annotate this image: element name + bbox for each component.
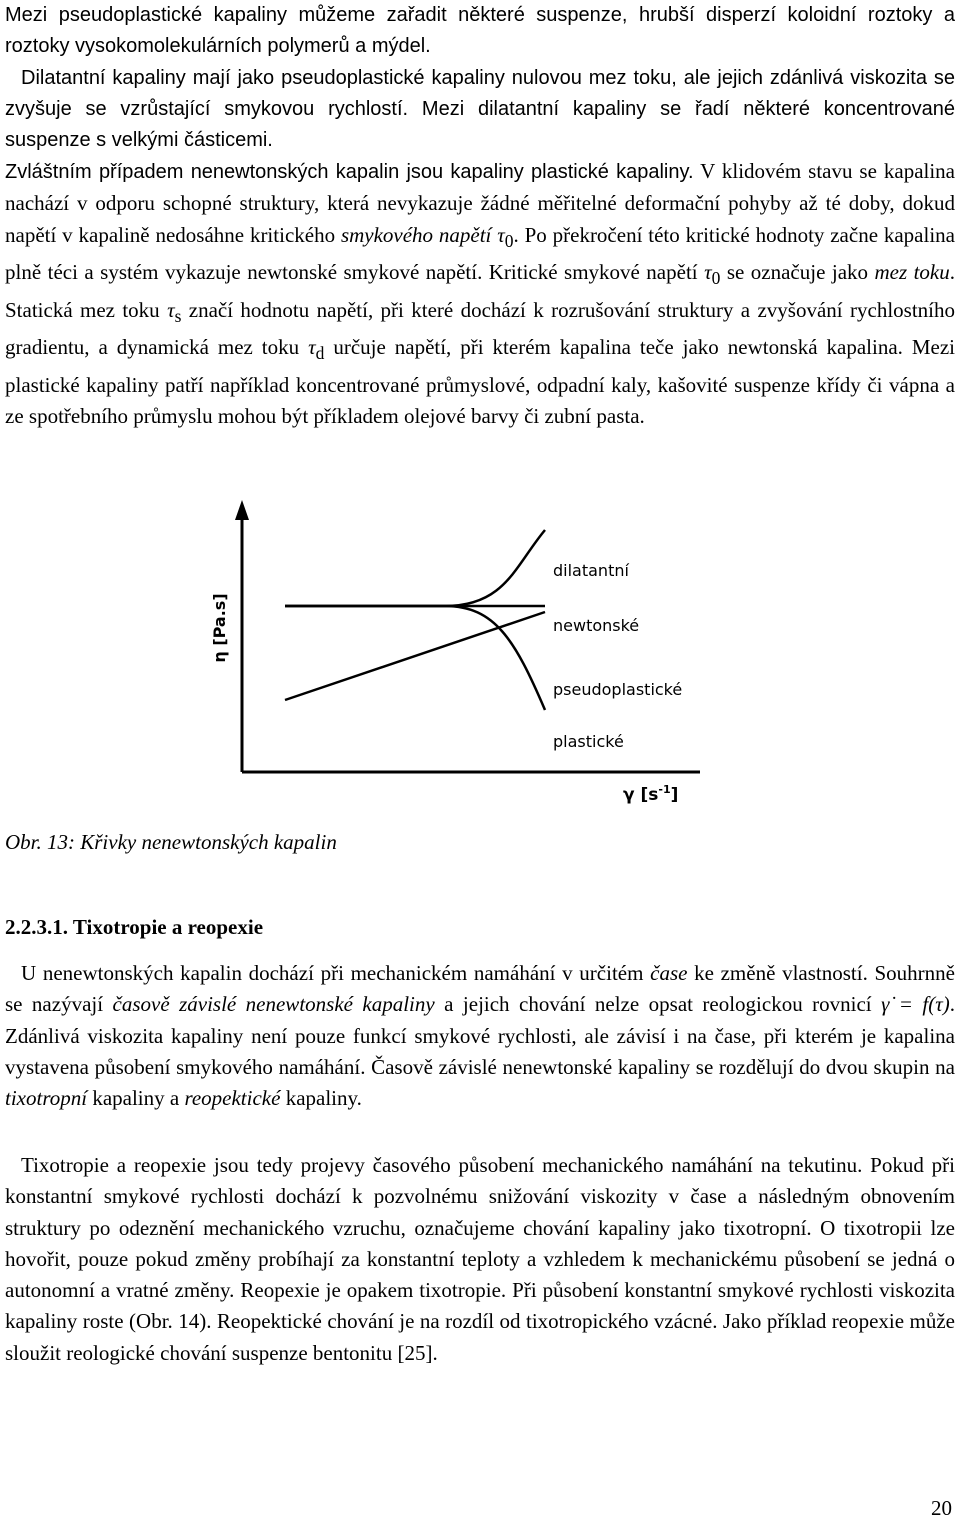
plastic-fluids-paragraph xyxy=(5,156,955,432)
td-text-d: . Zdánlivá viskozita kapaliny není pouze funkcí smykové rychlosti, ale závisí i na čase, při kterém je kapalina vystavena působení smykového namáhání. Časově závislé nenewtonské kapaliny se rozdělují do dvou skupin na xyxy=(5,992,955,1079)
td-text-f: kapaliny. xyxy=(280,1086,362,1111)
curve-falling xyxy=(285,606,545,710)
rheological-equation: γ̇ = f(τ) xyxy=(881,992,950,1017)
plastic-text-f: určuje napětí, při kterém kapalina teče jako newtonská kapalina. Mezi plastické kapaliny patří například koncentrované průmyslové, odpadní kaly, kašovité suspenze křídy či vápna a ze spotřebního průmyslu mohou být příkladem olejové barvy či zubní pasta. xyxy=(5,335,955,428)
intro-sentence-2: Dilatantní kapaliny mají jako pseudoplastické kapaliny nulovou mez toku, ale jejich zdánlivá viskozita se zvyšuje se vzrůstající smykovou rychlostí. xyxy=(5,66,955,120)
x-axis-label-sup: -1 xyxy=(658,783,671,796)
y-axis-arrow xyxy=(235,500,249,520)
curve-rising xyxy=(285,530,545,606)
tau-subscript: 0 xyxy=(711,268,721,289)
intro-paragraph xyxy=(5,0,955,156)
flow-curves-chart xyxy=(195,500,715,810)
tau-subscript: d xyxy=(315,343,325,364)
tau-symbol: τ xyxy=(497,222,505,247)
plastic-text-a: V klidovém stavu se kapalina nachází v odporu schopné struktury, která nevykazuje žádné měřitelné deformační pohyby až té doby, dokud napětí v kapalině nedosáhne kritického xyxy=(5,159,956,247)
curve-label-falling: pseudoplastické xyxy=(553,680,683,699)
curve-label-rising: dilatantní xyxy=(553,561,629,580)
tau-subscript: s xyxy=(174,305,182,326)
tau-symbol: τ xyxy=(167,297,175,322)
td-text-e: kapaliny a xyxy=(87,1086,185,1111)
x-axis-label-end: ] xyxy=(670,785,679,805)
curve-falling-linear xyxy=(285,612,545,700)
td-term-time-dependent: časově závislé nenewtonské kapaliny xyxy=(112,992,435,1017)
td-term-time: čase xyxy=(650,961,688,985)
plastic-term-yield: mez toku xyxy=(874,260,950,285)
tau-symbol: τ xyxy=(704,260,712,285)
intro-sentence-1: Mezi pseudoplastické kapaliny můžeme zařadit některé suspenze, hrubší disperzí koloidní roztoky a roztoky vysokomolekulárních polymerů a mýdel. xyxy=(5,4,955,58)
plastic-text-d: . Statická mez toku xyxy=(5,260,955,322)
y-axis-label: η [Pa.s] xyxy=(210,593,229,663)
section-heading: 2.2.3.1. Tixotropie a reopexie xyxy=(5,915,264,939)
curve-label-falling-linear: plastické xyxy=(553,732,624,751)
curves-group xyxy=(285,530,682,751)
plastic-sentence-1: Zvláštním případem nenewtonských kapalin jsou kapaliny plastické kapaliny. xyxy=(5,161,694,183)
td-term-rheopectic: reopektické xyxy=(184,1086,281,1111)
td-text-b: ke změně vlastností. Souhrnně se nazývají xyxy=(5,961,955,1017)
thixotropy-text: Tixotropie a reopexie jsou tedy projevy časového působení mechanického namáhání na tekutinu. Pokud při konstantní smykové rychlosti dochází k pozvolnému snižování viskozity v čase a následným obnovením struktury po odeznění mechanického vzruchu, označujeme chování kapaliny jako tixotropní. O tixotropii lze hovořit, pouze pokud změny probíhají za konstantní teploty a vzhledem k mechanickému působení se jedná o autonomní a vratné změny. Reopexie je opakem tixotropie. Při působení konstantní smykové rychlosti viskozita kapaliny roste (Obr. 14). Reopektické chování je na rozdíl od tixotropického vzácné. Jako příklad reopexie může sloužit reologické chování suspenze bentonitu [25]. xyxy=(5,1153,955,1365)
page-number: 20 xyxy=(931,1496,952,1520)
plastic-text-b: . Po překročení této kritické hodnoty začne kapalina plně téci a systém vykazuje newtonské smykové napětí. Kritické smykové napětí xyxy=(5,222,955,285)
plastic-text-e: značí hodnotu napětí, při které dochází k rozrušování struktury a zvyšování rychlostního gradientu, a dynamická mez toku xyxy=(5,297,955,360)
td-term-thixotropic: tixotropní xyxy=(5,1086,88,1111)
x-axis-label-main: γ [s xyxy=(623,785,659,805)
intro-sentence-3: Mezi dilatantní kapaliny se řadí některé koncentrované suspenze s velkými částicemi. xyxy=(5,97,956,152)
tau-subscript: 0 xyxy=(504,230,514,251)
x-axis-label xyxy=(623,783,678,805)
tau-symbol: τ xyxy=(308,335,316,360)
td-text-a: U nenewtonských kapalin dochází při mechanickém namáhání v určitém xyxy=(21,961,651,985)
td-text-c: a jejich chování nelze opsat reologickou rovnicí xyxy=(434,992,882,1017)
plastic-term-shear-stress: smykového napětí xyxy=(340,222,492,247)
figure-caption: Obr. 13: Křivky nenewtonských kapalin xyxy=(5,830,337,854)
curve-label-constant: newtonské xyxy=(553,616,640,635)
plastic-text-c: se označuje jako xyxy=(720,260,875,285)
time-dependent-paragraph xyxy=(5,958,955,1114)
thixotropy-paragraph xyxy=(5,1150,955,1369)
